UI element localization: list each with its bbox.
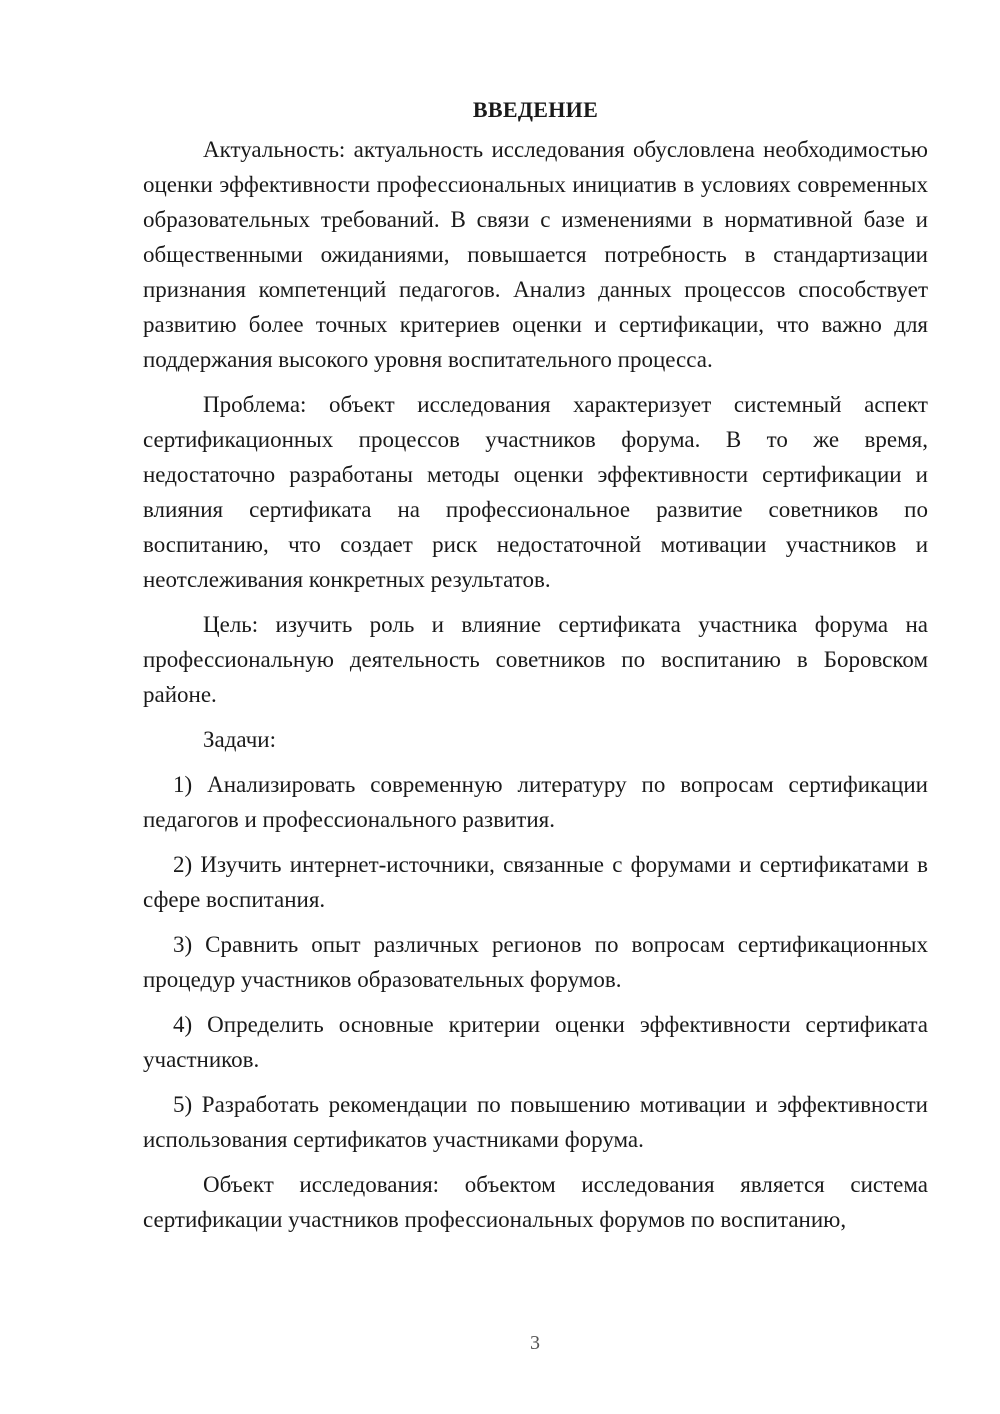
paragraph-object: Объект исследования: объектом исследования является система сертификации участников профессиональных форумов по воспитанию, <box>143 1172 928 1232</box>
task-item: 1) Анализировать современную литературу по вопросам сертификации педагогов и профессионального развития. <box>143 772 928 832</box>
paragraph-goal: Цель: изучить роль и влияние сертификата участника форума на профессиональную деятельность советников по воспитанию в Боровском районе. <box>143 612 928 707</box>
task-item: 3) Сравнить опыт различных регионов по вопросам сертификационных процедур участников образовательных форумов. <box>143 932 928 992</box>
task-item: 4) Определить основные критерии оценки эффективности сертификата участников. <box>143 1012 928 1072</box>
task-item: 5) Разработать рекомендации по повышению мотивации и эффективности использования сертификатов участниками форума. <box>143 1092 928 1152</box>
paragraph-problem: Проблема: объект исследования характеризует системный аспект сертификационных процессов участников форума. В то же время, недостаточно разработаны методы оценки эффективности сертификации и влияния сертификата на профессиональное развитие советников по воспитанию, что создает риск недостаточной мотивации участников и неотслеживания конкретных результатов. <box>143 392 928 592</box>
page-number: 3 <box>530 1332 540 1354</box>
tasks-label: Задачи: <box>203 727 276 752</box>
document-page <box>143 92 928 1247</box>
paragraph-relevance: Актуальность: актуальность исследования обусловлена необходимостью оценки эффективности профессиональных инициатив в условиях современных образовательных требований. В связи с изменениями в нормативной базе и общественными ожиданиями, повышается потребность в стандартизации признания компетенций педагогов. Анализ данных процессов способствует развитию более точных критериев оценки и сертификации, что важно для поддержания высокого уровня воспитательного процесса. <box>143 137 928 372</box>
page-title: ВВЕДЕНИЕ <box>472 97 599 122</box>
task-item: 2) Изучить интернет-источники, связанные с форумами и сертификатами в сфере воспитания. <box>143 852 928 912</box>
